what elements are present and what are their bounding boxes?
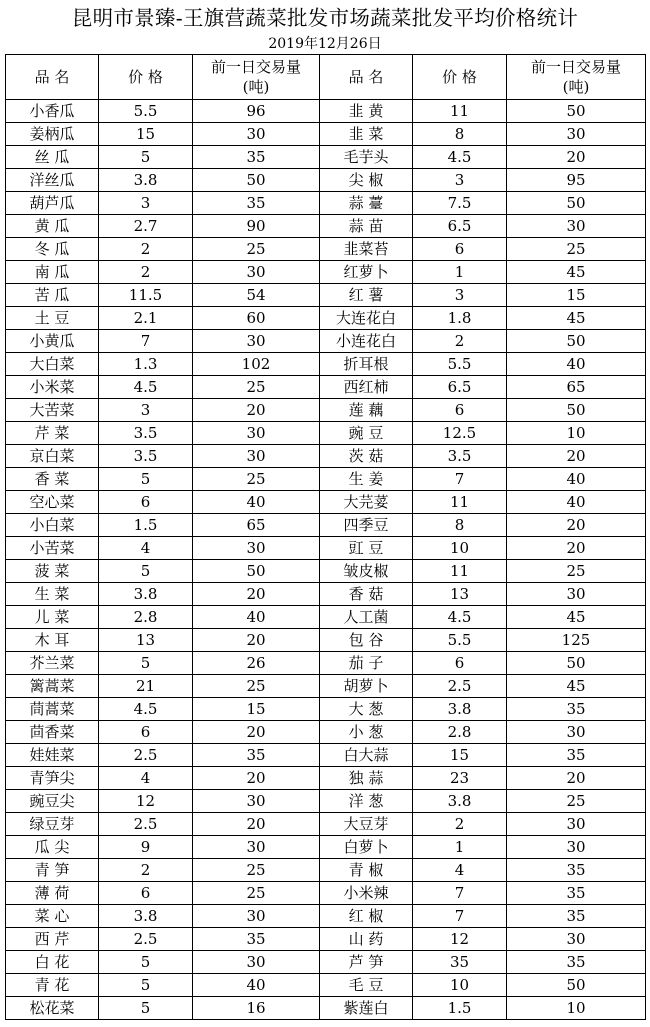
vegetable-name-right: 人工菌 <box>320 606 413 629</box>
price-left: 3 <box>99 192 193 215</box>
volume-right: 45 <box>507 261 646 284</box>
vegetable-name-left: 绿豆芽 <box>6 813 99 836</box>
table-row <box>6 583 646 606</box>
volume-left: 26 <box>193 652 320 675</box>
vegetable-name-right: 生 姜 <box>320 468 413 491</box>
table-row <box>6 790 646 813</box>
price-left: 6 <box>99 721 193 744</box>
vegetable-name-right: 大 葱 <box>320 698 413 721</box>
vegetable-name-right: 韭菜苔 <box>320 238 413 261</box>
volume-right: 20 <box>507 445 646 468</box>
volume-right: 15 <box>507 284 646 307</box>
vegetable-name-left: 小黄瓜 <box>6 330 99 353</box>
price-left: 5.5 <box>99 100 193 123</box>
table-row <box>6 491 646 514</box>
price-right: 11 <box>413 491 507 514</box>
table-row <box>6 997 646 1020</box>
volume-right: 40 <box>507 353 646 376</box>
table-row <box>6 353 646 376</box>
price-right: 2.5 <box>413 675 507 698</box>
table-row <box>6 238 646 261</box>
vegetable-name-left: 薄 荷 <box>6 882 99 905</box>
vegetable-name-left: 小米菜 <box>6 376 99 399</box>
table-row <box>6 330 646 353</box>
table-row <box>6 974 646 997</box>
vegetable-name-left: 娃娃菜 <box>6 744 99 767</box>
vegetable-name-left: 南 瓜 <box>6 261 99 284</box>
vegetable-name-right: 胡萝卜 <box>320 675 413 698</box>
vegetable-name-right: 白萝卜 <box>320 836 413 859</box>
volume-right: 125 <box>507 629 646 652</box>
vegetable-name-left: 大苦菜 <box>6 399 99 422</box>
volume-right: 50 <box>507 330 646 353</box>
volume-right: 30 <box>507 928 646 951</box>
price-right: 6.5 <box>413 215 507 238</box>
vegetable-name-left: 洋丝瓜 <box>6 169 99 192</box>
vegetable-name-right: 皱皮椒 <box>320 560 413 583</box>
price-left: 5 <box>99 997 193 1020</box>
vegetable-name-right: 小米辣 <box>320 882 413 905</box>
table-row <box>6 721 646 744</box>
price-right: 4.5 <box>413 606 507 629</box>
vegetable-name-right: 包 谷 <box>320 629 413 652</box>
price-left: 3.8 <box>99 583 193 606</box>
vegetable-name-left: 豌豆尖 <box>6 790 99 813</box>
vegetable-name-left: 白 花 <box>6 951 99 974</box>
price-right: 3.5 <box>413 445 507 468</box>
header-name-left: 品 名 <box>6 55 99 100</box>
vegetable-name-left: 木 耳 <box>6 629 99 652</box>
vegetable-name-right: 韭 黄 <box>320 100 413 123</box>
table-row <box>6 928 646 951</box>
vegetable-name-right: 西红柿 <box>320 376 413 399</box>
table-row <box>6 537 646 560</box>
table-row <box>6 905 646 928</box>
volume-left: 25 <box>193 238 320 261</box>
price-table <box>5 54 646 1020</box>
vegetable-name-right: 小 葱 <box>320 721 413 744</box>
vegetable-name-right: 芦 笋 <box>320 951 413 974</box>
price-left: 7 <box>99 330 193 353</box>
volume-left: 30 <box>193 261 320 284</box>
table-row <box>6 514 646 537</box>
price-left: 3.8 <box>99 169 193 192</box>
price-right: 8 <box>413 123 507 146</box>
table-row <box>6 261 646 284</box>
volume-left: 50 <box>193 169 320 192</box>
volume-left: 35 <box>193 146 320 169</box>
volume-right: 35 <box>507 951 646 974</box>
price-left: 12 <box>99 790 193 813</box>
volume-right: 25 <box>507 560 646 583</box>
price-left: 5 <box>99 652 193 675</box>
price-left: 4.5 <box>99 698 193 721</box>
volume-right: 30 <box>507 123 646 146</box>
price-left: 2 <box>99 238 193 261</box>
vegetable-name-right: 茨 菇 <box>320 445 413 468</box>
volume-left: 90 <box>193 215 320 238</box>
price-left: 2.8 <box>99 606 193 629</box>
volume-left: 30 <box>193 836 320 859</box>
price-right: 6 <box>413 238 507 261</box>
table-header-row <box>6 55 646 100</box>
table-row <box>6 813 646 836</box>
header-name-right: 品 名 <box>320 55 413 100</box>
volume-right: 65 <box>507 376 646 399</box>
volume-left: 40 <box>193 491 320 514</box>
vegetable-name-left: 芹 菜 <box>6 422 99 445</box>
vegetable-name-left: 小香瓜 <box>6 100 99 123</box>
vegetable-name-left: 丝 瓜 <box>6 146 99 169</box>
price-right: 10 <box>413 537 507 560</box>
volume-right: 20 <box>507 146 646 169</box>
vegetable-name-right: 大芫荽 <box>320 491 413 514</box>
vegetable-name-right: 蒜 薹 <box>320 192 413 215</box>
volume-left: 30 <box>193 951 320 974</box>
price-right: 7 <box>413 882 507 905</box>
vegetable-name-right: 大连花白 <box>320 307 413 330</box>
price-left: 3.8 <box>99 905 193 928</box>
table-row <box>6 399 646 422</box>
price-right: 5.5 <box>413 353 507 376</box>
volume-left: 20 <box>193 721 320 744</box>
volume-left: 50 <box>193 560 320 583</box>
table-row <box>6 215 646 238</box>
table-row <box>6 606 646 629</box>
price-right: 8 <box>413 514 507 537</box>
price-right: 4.5 <box>413 146 507 169</box>
price-left: 2.5 <box>99 813 193 836</box>
price-left: 2.5 <box>99 928 193 951</box>
table-row <box>6 859 646 882</box>
volume-right: 25 <box>507 790 646 813</box>
volume-left: 20 <box>193 629 320 652</box>
volume-right: 45 <box>507 675 646 698</box>
table-row <box>6 468 646 491</box>
vegetable-name-left: 瓜 尖 <box>6 836 99 859</box>
price-left: 5 <box>99 560 193 583</box>
report-date: 2019年12月26日 <box>268 36 382 52</box>
header-volume-right-line2: (吨) <box>562 78 590 96</box>
volume-left: 30 <box>193 537 320 560</box>
volume-left: 25 <box>193 468 320 491</box>
volume-left: 40 <box>193 606 320 629</box>
table-row <box>6 376 646 399</box>
volume-right: 40 <box>507 468 646 491</box>
price-right: 15 <box>413 744 507 767</box>
price-right: 4 <box>413 859 507 882</box>
volume-right: 45 <box>507 307 646 330</box>
volume-right: 50 <box>507 100 646 123</box>
price-left: 3 <box>99 399 193 422</box>
table-row <box>6 951 646 974</box>
volume-right: 30 <box>507 836 646 859</box>
table-row <box>6 836 646 859</box>
vegetable-name-left: 菠 菜 <box>6 560 99 583</box>
price-left: 5 <box>99 974 193 997</box>
volume-right: 35 <box>507 882 646 905</box>
price-right: 7 <box>413 905 507 928</box>
price-left: 15 <box>99 123 193 146</box>
price-left: 21 <box>99 675 193 698</box>
vegetable-name-right: 洋 葱 <box>320 790 413 813</box>
price-right: 11 <box>413 560 507 583</box>
price-left: 3.5 <box>99 445 193 468</box>
table-row <box>6 445 646 468</box>
vegetable-name-right: 小连花白 <box>320 330 413 353</box>
volume-left: 40 <box>193 974 320 997</box>
vegetable-name-right: 毛 豆 <box>320 974 413 997</box>
header-volume-left <box>193 55 320 100</box>
price-right: 2 <box>413 813 507 836</box>
volume-right: 95 <box>507 169 646 192</box>
vegetable-name-right: 韭 菜 <box>320 123 413 146</box>
volume-right: 30 <box>507 583 646 606</box>
price-right: 7 <box>413 468 507 491</box>
header-price-left: 价 格 <box>99 55 193 100</box>
volume-right: 30 <box>507 215 646 238</box>
header-volume-left-line2: (吨) <box>242 78 270 96</box>
volume-right: 20 <box>507 767 646 790</box>
page-title: 昆明市景臻-王旗营蔬菜批发市场蔬菜批发平均价格统计 <box>71 6 579 30</box>
vegetable-name-left: 儿 菜 <box>6 606 99 629</box>
table-row <box>6 307 646 330</box>
vegetable-name-left: 茼蒿菜 <box>6 698 99 721</box>
volume-right: 45 <box>507 606 646 629</box>
price-right: 3 <box>413 169 507 192</box>
price-right: 23 <box>413 767 507 790</box>
volume-left: 96 <box>193 100 320 123</box>
price-left: 6 <box>99 882 193 905</box>
vegetable-name-left: 茴香菜 <box>6 721 99 744</box>
table-row <box>6 169 646 192</box>
volume-right: 10 <box>507 997 646 1020</box>
table-row <box>6 675 646 698</box>
vegetable-name-left: 大白菜 <box>6 353 99 376</box>
vegetable-name-left: 空心菜 <box>6 491 99 514</box>
price-left: 5 <box>99 146 193 169</box>
volume-left: 30 <box>193 905 320 928</box>
volume-right: 35 <box>507 859 646 882</box>
price-right: 6.5 <box>413 376 507 399</box>
volume-left: 25 <box>193 376 320 399</box>
vegetable-name-right: 莲 藕 <box>320 399 413 422</box>
table-row <box>6 698 646 721</box>
price-left: 13 <box>99 629 193 652</box>
header-volume-left-line1: 前一日交易量 <box>210 58 301 76</box>
volume-left: 54 <box>193 284 320 307</box>
table-row <box>6 146 646 169</box>
price-left: 1.3 <box>99 353 193 376</box>
volume-left: 25 <box>193 859 320 882</box>
vegetable-name-left: 青 花 <box>6 974 99 997</box>
vegetable-name-left: 苦 瓜 <box>6 284 99 307</box>
vegetable-name-right: 折耳根 <box>320 353 413 376</box>
price-left: 5 <box>99 951 193 974</box>
volume-right: 30 <box>507 813 646 836</box>
price-right: 1.5 <box>413 997 507 1020</box>
vegetable-name-left: 黄 瓜 <box>6 215 99 238</box>
volume-left: 30 <box>193 790 320 813</box>
volume-left: 20 <box>193 813 320 836</box>
price-left: 3.5 <box>99 422 193 445</box>
vegetable-name-left: 小白菜 <box>6 514 99 537</box>
price-right: 1 <box>413 261 507 284</box>
volume-left: 35 <box>193 192 320 215</box>
volume-left: 25 <box>193 675 320 698</box>
vegetable-name-right: 毛芋头 <box>320 146 413 169</box>
vegetable-name-right: 四季豆 <box>320 514 413 537</box>
table-row <box>6 123 646 146</box>
vegetable-name-right: 红萝卜 <box>320 261 413 284</box>
price-left: 1.5 <box>99 514 193 537</box>
table-row <box>6 560 646 583</box>
price-left: 2.5 <box>99 744 193 767</box>
volume-right: 20 <box>507 514 646 537</box>
volume-right: 10 <box>507 422 646 445</box>
price-right: 1.8 <box>413 307 507 330</box>
volume-right: 35 <box>507 744 646 767</box>
volume-right: 30 <box>507 721 646 744</box>
vegetable-name-left: 土 豆 <box>6 307 99 330</box>
table-row <box>6 100 646 123</box>
vegetable-name-right: 红 椒 <box>320 905 413 928</box>
vegetable-name-left: 冬 瓜 <box>6 238 99 261</box>
vegetable-name-left: 西 芹 <box>6 928 99 951</box>
price-left: 2 <box>99 261 193 284</box>
volume-right: 50 <box>507 399 646 422</box>
volume-left: 60 <box>193 307 320 330</box>
vegetable-name-left: 香 菜 <box>6 468 99 491</box>
vegetable-name-right: 尖 椒 <box>320 169 413 192</box>
table-row <box>6 284 646 307</box>
vegetable-name-left: 松花菜 <box>6 997 99 1020</box>
price-left: 2.1 <box>99 307 193 330</box>
vegetable-name-right: 豇 豆 <box>320 537 413 560</box>
price-right: 2 <box>413 330 507 353</box>
price-left: 4.5 <box>99 376 193 399</box>
vegetable-name-right: 茄 子 <box>320 652 413 675</box>
volume-right: 35 <box>507 905 646 928</box>
vegetable-name-left: 小苦菜 <box>6 537 99 560</box>
vegetable-name-left: 青 笋 <box>6 859 99 882</box>
price-right: 6 <box>413 652 507 675</box>
volume-left: 20 <box>193 767 320 790</box>
volume-right: 20 <box>507 537 646 560</box>
vegetable-name-right: 山 药 <box>320 928 413 951</box>
price-right: 12.5 <box>413 422 507 445</box>
volume-left: 15 <box>193 698 320 721</box>
volume-left: 35 <box>193 928 320 951</box>
vegetable-name-right: 豌 豆 <box>320 422 413 445</box>
price-right: 6 <box>413 399 507 422</box>
vegetable-name-right: 青 椒 <box>320 859 413 882</box>
volume-right: 35 <box>507 698 646 721</box>
header-volume-right <box>507 55 646 100</box>
price-right: 35 <box>413 951 507 974</box>
table-row <box>6 744 646 767</box>
volume-left: 102 <box>193 353 320 376</box>
header-price-right: 价 格 <box>413 55 507 100</box>
volume-right: 50 <box>507 652 646 675</box>
table-row <box>6 192 646 215</box>
price-right: 12 <box>413 928 507 951</box>
price-left: 4 <box>99 537 193 560</box>
volume-right: 40 <box>507 491 646 514</box>
volume-left: 30 <box>193 330 320 353</box>
volume-left: 30 <box>193 422 320 445</box>
vegetable-name-right: 红 薯 <box>320 284 413 307</box>
vegetable-name-left: 葫芦瓜 <box>6 192 99 215</box>
vegetable-name-right: 独 蒜 <box>320 767 413 790</box>
price-left: 9 <box>99 836 193 859</box>
table-body <box>6 100 646 1020</box>
vegetable-name-left: 青笋尖 <box>6 767 99 790</box>
price-right: 3.8 <box>413 790 507 813</box>
volume-left: 20 <box>193 399 320 422</box>
vegetable-name-left: 芥兰菜 <box>6 652 99 675</box>
vegetable-name-right: 白大蒜 <box>320 744 413 767</box>
volume-left: 30 <box>193 445 320 468</box>
table-row <box>6 652 646 675</box>
vegetable-name-left: 菜 心 <box>6 905 99 928</box>
price-right: 7.5 <box>413 192 507 215</box>
vegetable-name-right: 紫莲白 <box>320 997 413 1020</box>
price-left: 6 <box>99 491 193 514</box>
price-right: 2.8 <box>413 721 507 744</box>
table-row <box>6 629 646 652</box>
price-right: 11 <box>413 100 507 123</box>
header-volume-right-line1: 前一日交易量 <box>530 58 621 76</box>
price-right: 10 <box>413 974 507 997</box>
price-right: 13 <box>413 583 507 606</box>
table-row <box>6 422 646 445</box>
volume-right: 25 <box>507 238 646 261</box>
volume-left: 30 <box>193 123 320 146</box>
volume-right: 50 <box>507 192 646 215</box>
price-left: 2 <box>99 859 193 882</box>
vegetable-name-right: 蒜 苗 <box>320 215 413 238</box>
vegetable-name-left: 姜柄瓜 <box>6 123 99 146</box>
price-left: 4 <box>99 767 193 790</box>
price-right: 5.5 <box>413 629 507 652</box>
volume-right: 50 <box>507 974 646 997</box>
price-left: 11.5 <box>99 284 193 307</box>
volume-left: 16 <box>193 997 320 1020</box>
table-row <box>6 882 646 905</box>
vegetable-name-right: 大豆芽 <box>320 813 413 836</box>
volume-left: 35 <box>193 744 320 767</box>
price-left: 5 <box>99 468 193 491</box>
price-left: 2.7 <box>99 215 193 238</box>
price-right: 3.8 <box>413 698 507 721</box>
table-row <box>6 767 646 790</box>
vegetable-name-right: 香 菇 <box>320 583 413 606</box>
vegetable-name-left: 京白菜 <box>6 445 99 468</box>
volume-left: 25 <box>193 882 320 905</box>
volume-left: 65 <box>193 514 320 537</box>
price-right: 1 <box>413 836 507 859</box>
vegetable-name-left: 生 菜 <box>6 583 99 606</box>
price-right: 3 <box>413 284 507 307</box>
vegetable-name-left: 篱蒿菜 <box>6 675 99 698</box>
volume-left: 20 <box>193 583 320 606</box>
